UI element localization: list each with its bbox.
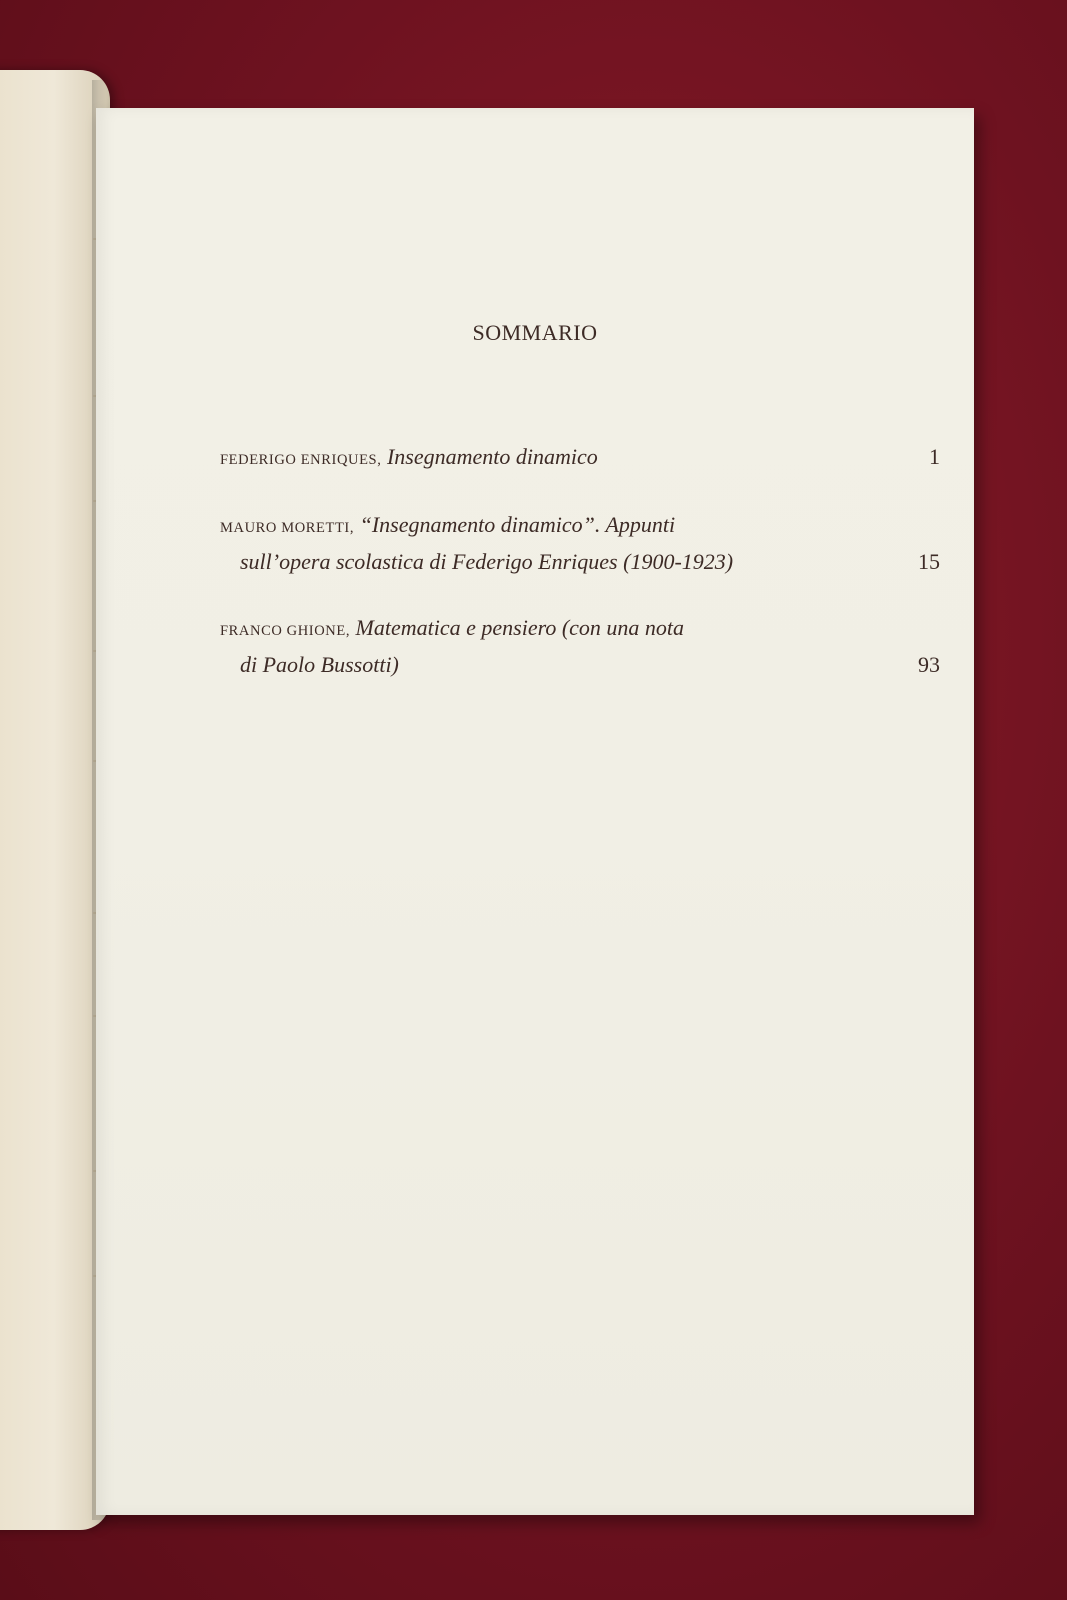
table-of-contents-page — [96, 108, 974, 1515]
toc-entry — [220, 611, 940, 682]
toc-author: FRANCO GHIONE, — [220, 623, 351, 639]
toc-title: SOMMARIO — [472, 320, 598, 345]
toc-work-title: Insegnamento dinamico — [386, 444, 598, 469]
toc-author: FEDERIGO ENRIQUES, — [220, 452, 382, 468]
toc-work-title: Matematica e pensiero (con una nota — [355, 615, 685, 640]
toc-work-title-cont: di Paolo Bussotti) — [240, 652, 399, 677]
toc-entry-line — [220, 545, 940, 579]
toc-entry-line — [220, 611, 940, 648]
toc-page-number: 93 — [918, 652, 940, 677]
toc-entry-line — [220, 440, 940, 477]
toc-work-title: “Insegnamento dinamico”. Appunti — [359, 512, 676, 537]
toc-page-number: 15 — [918, 549, 940, 574]
toc-entry — [220, 440, 940, 477]
toc-page-number: 1 — [929, 444, 940, 469]
toc-work-title-cont: sull’opera scolastica di Federigo Enriques (1900-1923) — [240, 549, 734, 574]
toc-entry-line — [220, 648, 940, 682]
toc-author: MAURO MORETTI, — [220, 520, 355, 536]
toc-entry — [220, 508, 940, 579]
toc-entry-line — [220, 508, 940, 545]
